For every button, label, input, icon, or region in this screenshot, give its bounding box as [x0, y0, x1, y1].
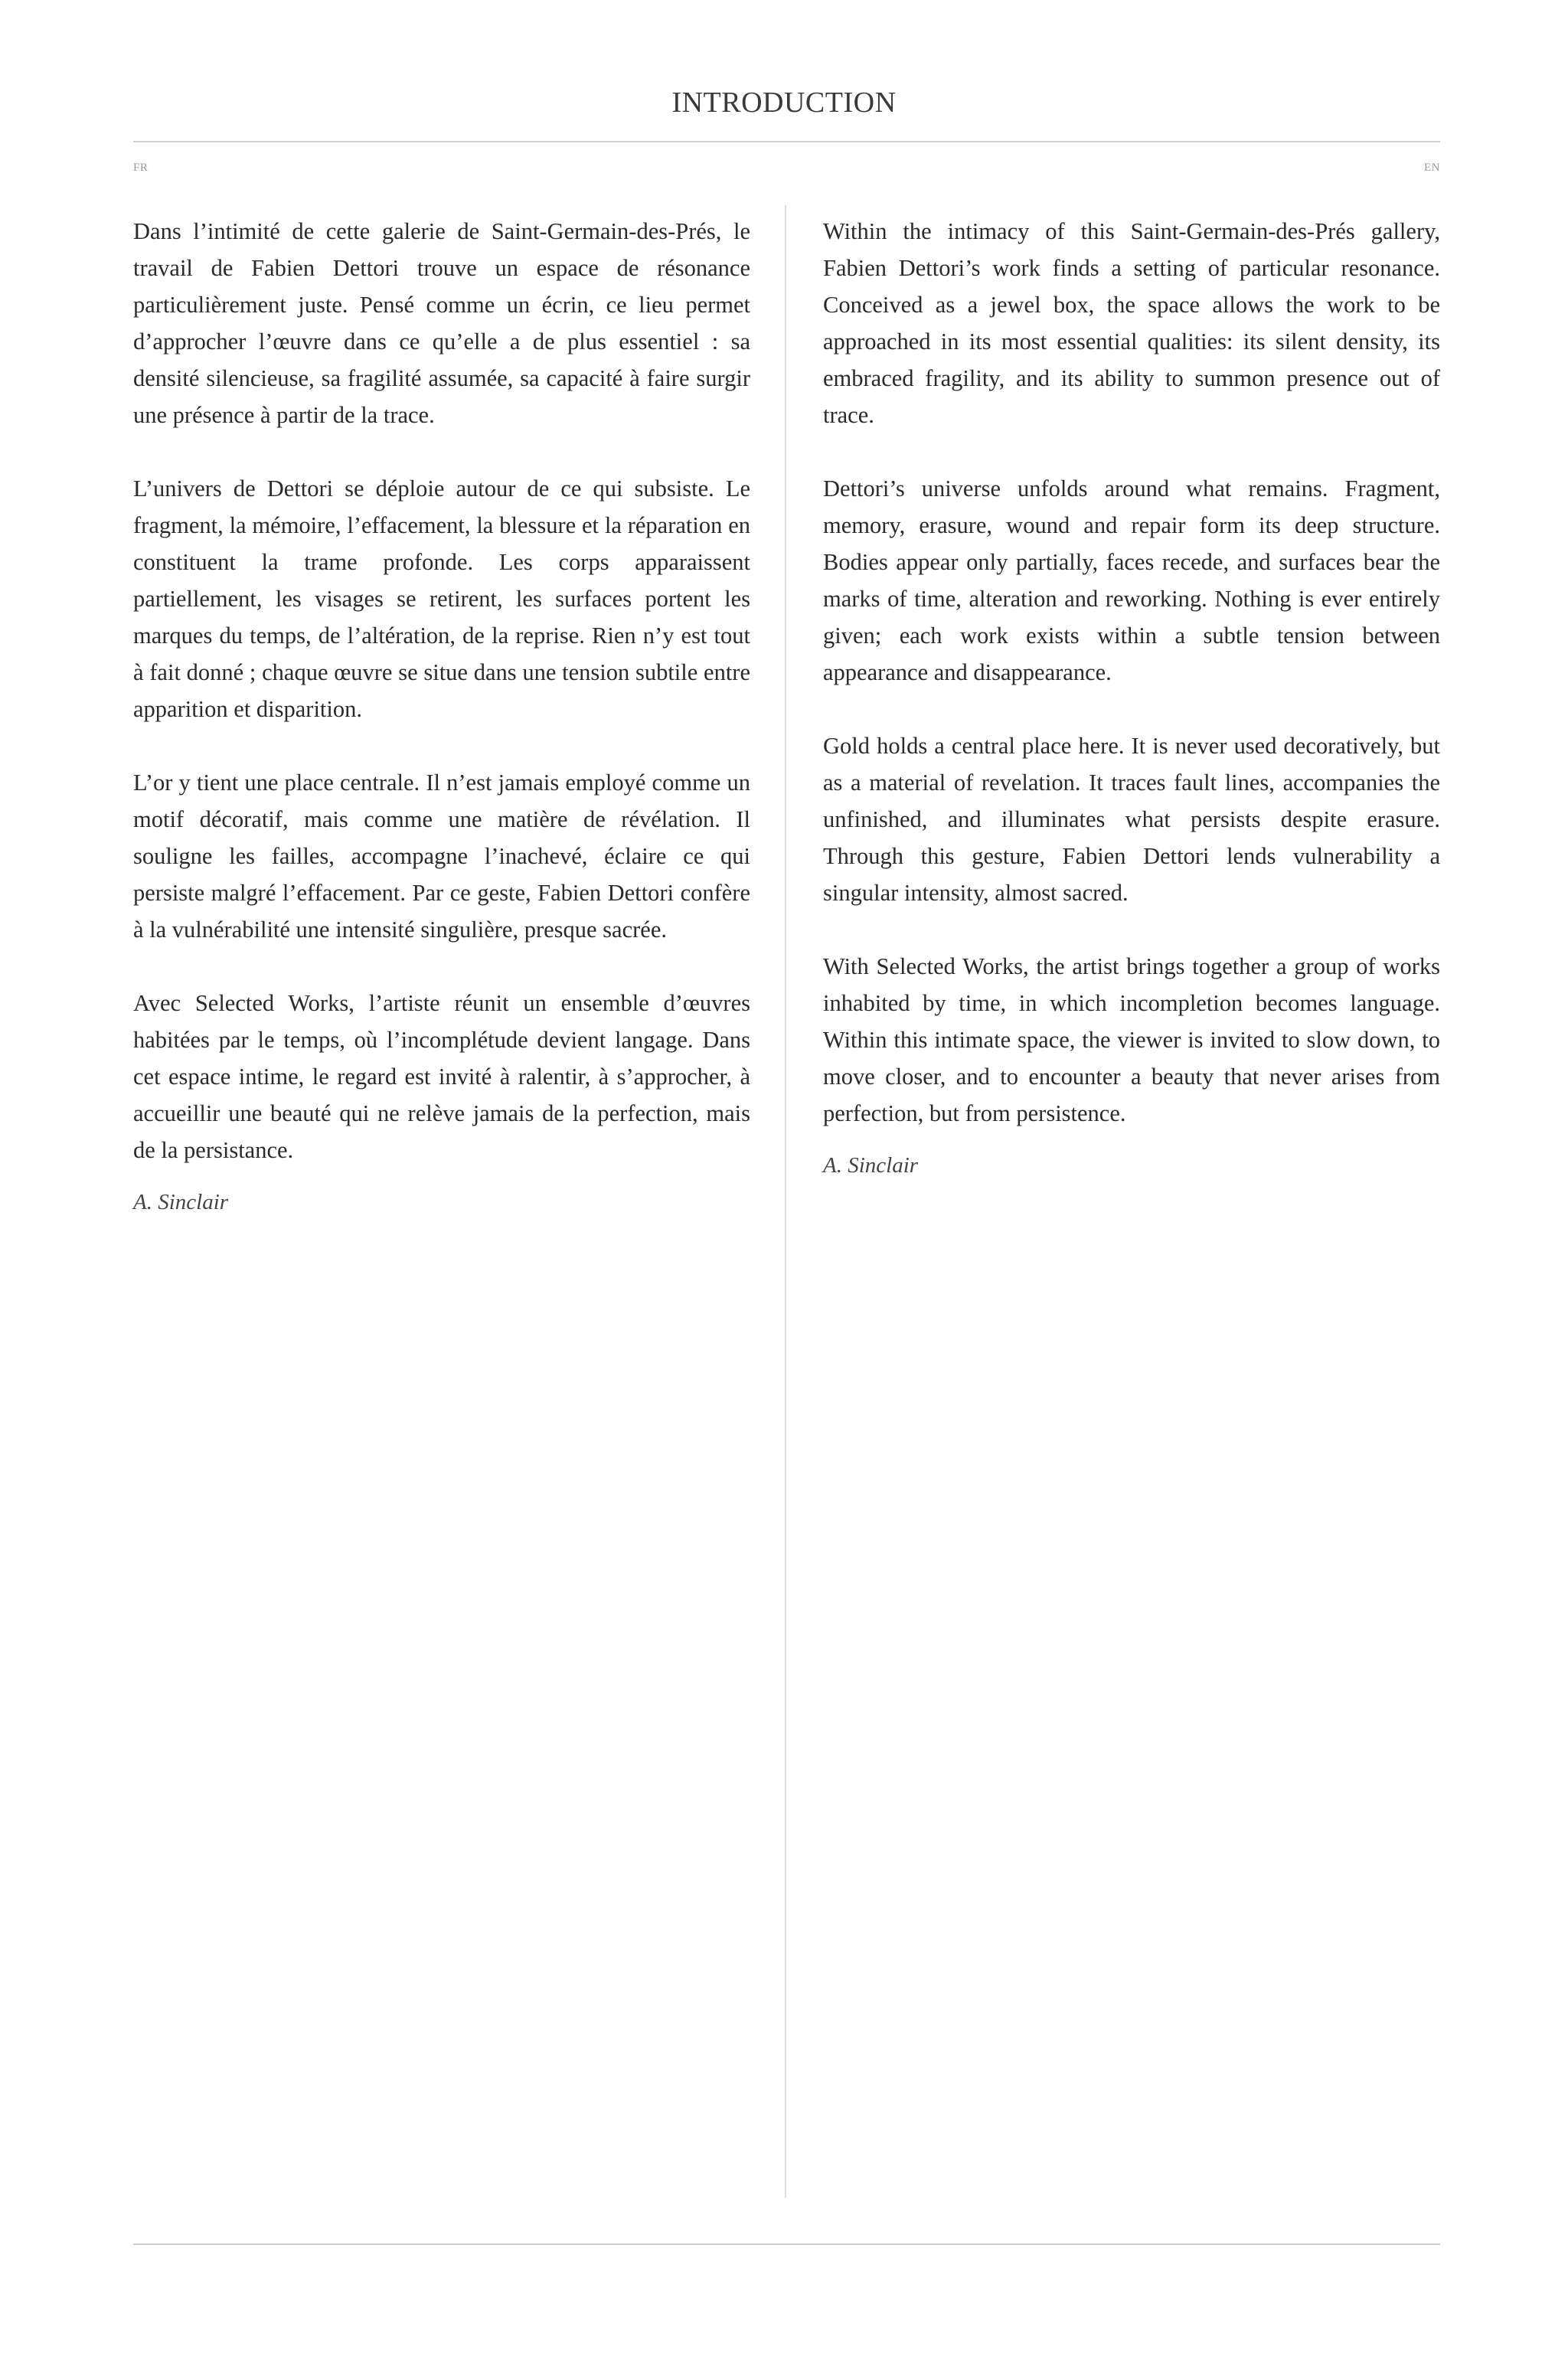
english-signature: A. Sinclair — [823, 1153, 919, 1178]
french-signature: A. Sinclair — [133, 1190, 229, 1214]
english-column — [823, 213, 1440, 1184]
french-column — [133, 213, 750, 1221]
english-paragraph-4: With Selected Works, the artist brings together a group of works inhabited by time, in which incompletion becomes language. Within this intimate space, the viewer is invited to slow down, to move closer, and to encounter a beauty that never arises from perfection, but from persistence. — [823, 953, 1440, 1126]
english-paragraph-3: Gold holds a central place here. It is never used decoratively, but as a material of revelation. It traces fault lines, accompanies the unfinished, and illuminates what persists despite erasure. Through this gesture, Fabien Dettori lends vulnerability a singular intensity, almost sacred. — [823, 733, 1440, 906]
french-paragraph-1: Dans l’intimité de cette galerie de Saint-Germain-des-Prés, le travail de Fabien Dettori trouve un espace de résonance particulièrement juste. Pensé comme un écrin, ce lieu permet d’approcher l’œuvre dans ce qu’elle a de plus essentiel : sa densité silencieuse, sa fragilité assumée, sa capacité à faire surgir une présence à partir de la trace. — [133, 218, 750, 428]
english-paragraph-1: Within the intimacy of this Saint-Germain-des-Prés gallery, Fabien Dettori’s work finds a setting of particular resonance. Conceived as a jewel box, the space allows the work to be approached in its most essential qualities: its silent density, its embraced fragility, and its ability to summon presence out of trace. — [823, 218, 1440, 428]
language-label-en: EN — [1424, 162, 1440, 174]
english-paragraph-2: Dettori’s universe unfolds around what remains. Fragment, memory, erasure, wound and repair form its deep structure. Bodies appear only partially, faces recede, and surfaces bear the marks of time, alteration and reworking. Nothing is ever entirely given; each work exists within a subtle tension between appearance and disappearance. — [823, 476, 1440, 685]
french-paragraph-4: Avec Selected Works, l’artiste réunit un ensemble d’œuvres habitées par le temps, où l’incomplétude devient langage. Dans cet espace intime, le regard est invité à ralentir, à s’approcher, à accueillir une beauté qui ne relève jamais de la perfection, mais de la persistance. — [133, 990, 750, 1163]
footer-rule — [133, 2244, 1440, 2245]
column-divider — [785, 205, 786, 2198]
page-title: INTRODUCTION — [671, 87, 897, 119]
header-rule — [133, 141, 1440, 142]
french-paragraph-2: L’univers de Dettori se déploie autour de ce qui subsiste. Le fragment, la mémoire, l’effacement, la blessure et la réparation en constituent la trame profonde. Les corps apparaissent partiellement, les visages se retirent, les surfaces portent les marques du temps, de l’altération, de la reprise. Rien n’y est tout à fait donné ; chaque œuvre se situe dans une tension subtile entre apparition et disparition. — [133, 476, 750, 722]
language-label-fr: FR — [133, 162, 149, 174]
french-paragraph-3: L’or y tient une place centrale. Il n’est jamais employé comme un motif décoratif, mais comme une matière de révélation. Il souligne les failles, accompagne l’inachevé, éclaire ce qui persiste malgré l’effacement. Par ce geste, Fabien Dettori confère à la vulnérabilité une intensité singulière, presque sacrée. — [133, 770, 750, 943]
